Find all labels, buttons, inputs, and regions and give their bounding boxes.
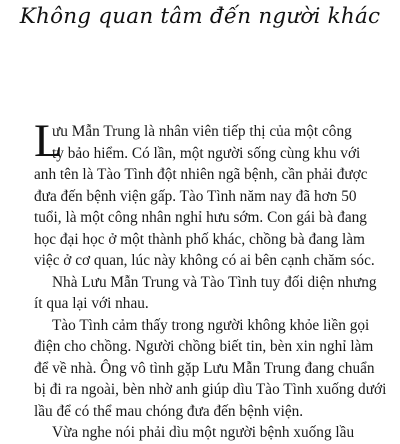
text-line: học đại học ở một thành phố khác, chồng bà đang làm [34,230,365,248]
paragraph-4 [34,422,370,444]
text-line: ít qua lại với nhau. [34,295,149,312]
text-line: để về nhà. Ông vô tình gặp Lưu Mẫn Trung đang chuẩn [34,359,375,377]
drop-cap: L [34,115,63,167]
text-line: anh tên là Tào Tình đột nhiên ngã bệnh, cần phải được [34,166,368,183]
text-line: bị đi ra ngoài, bèn nhờ anh giúp dìu Tào Tình xuống dưới [34,381,387,398]
text-line: tuổi, là một công nhân nghỉ hưu sớm. Con gái bà đang [34,209,367,226]
chapter-title: Không quan tâm đến người khác [19,4,381,29]
text-line: lầu để có thể mau chóng đưa đến bệnh viện. [34,402,304,420]
text-line: việc ở cơ quan, lúc này không có ai bên cạnh chăm sóc. [34,252,375,269]
text-line: đưa đến bệnh viện gấp. Tào Tình năm nay đã hơn 50 [34,187,357,205]
text-line: Nhà Lưu Mẫn Trung và Tào Tình tuy đối diện nhưng [52,273,377,291]
text-line: ưu Mẫn Trung là nhân viên tiếp thị của một công [52,123,352,140]
text-line: Tào Tình cảm thấy trong người không khỏe liền gọi [52,316,370,334]
paragraph-2 [34,272,377,315]
paragraph-3 [34,315,387,423]
page-body [34,115,387,444]
text-line: Vừa nghe nói phải dìu một người bệnh xuống lầu [52,424,355,441]
text-line: điện cho chồng. Người chồng biết tin, bèn xin nghỉ làm [34,338,374,355]
text-line: ty bảo hiểm. Có lần, một người sống cùng khu với [52,144,361,162]
paragraph-1 [34,115,375,272]
